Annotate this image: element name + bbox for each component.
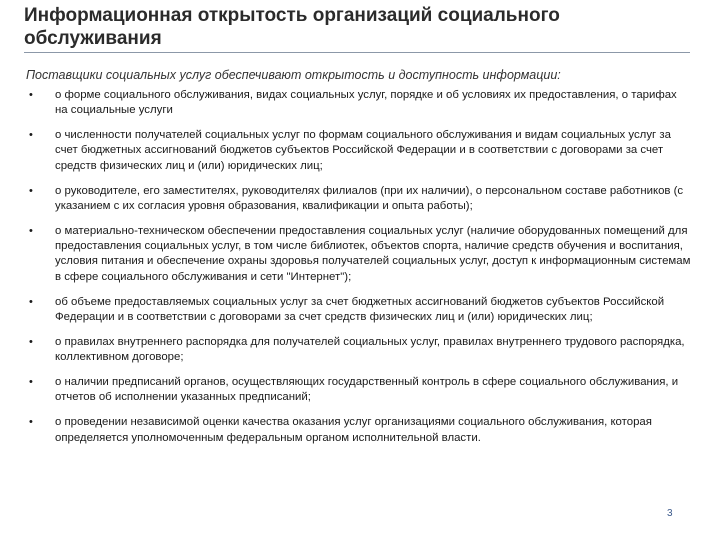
bullet-marker: •	[29, 184, 33, 197]
bullet-marker: •	[29, 295, 33, 308]
bullet-marker: •	[29, 89, 33, 101]
bullet-list	[24, 88, 692, 455]
list-item-text: о наличии предписаний органов, осуществляющих государственный контроль в сфере социального обслуживания, и отчетов об исполнении указанных предписаний;	[55, 376, 679, 404]
list-item	[24, 184, 692, 215]
bullet-marker: •	[29, 376, 33, 389]
list-item-text: о форме социального обслуживания, видах социальных услуг, порядке и об условиях их предоставления, о тарифах на социальные услуги	[55, 89, 677, 117]
list-item-text: о материально-техническом обеспечении предоставления социальных услуг (наличие оборудованных помещений для предоставления социальных услуг, в том числе библиотек, объектов спорта, наличие средств обучения и воспитания, условия питания и обеспечение охраны здоровья получателей социальных услуг, доступ к информационным системам в сфере социального обслуживания и сети "Интернет");	[55, 224, 691, 283]
list-item	[24, 88, 692, 119]
title-divider	[24, 52, 690, 53]
list-item	[24, 224, 692, 285]
list-item	[24, 415, 692, 446]
list-item	[24, 375, 692, 406]
list-item-text: о численности получателей социальных услуг по формам социального обслуживания и видам социальных услуг за счет бюджетных ассигнований бюджетов субъектов Российской Федерации и в соответствии с договорами за счет средств физических лиц и (или) юридических лиц;	[55, 129, 671, 172]
bullet-marker: •	[29, 224, 33, 237]
list-item	[24, 335, 692, 366]
slide-title: Информационная открытость организаций социального обслуживания	[24, 5, 560, 49]
bullet-marker: •	[29, 335, 33, 348]
bullet-marker: •	[29, 416, 33, 429]
page-number: 3	[667, 508, 673, 519]
list-item	[24, 128, 692, 174]
bullet-marker: •	[29, 129, 33, 142]
list-item-text: о проведении независимой оценки качества оказания услуг организациями социального обслуживания, которая определяется уполномоченным федеральным органом исполнительной власти.	[55, 416, 652, 444]
list-item-text: о правилах внутреннего распорядка для получателей социальных услуг, правилах внутреннего трудового распорядка, коллективном договоре;	[55, 335, 685, 364]
list-item	[24, 295, 692, 326]
lead-paragraph: Поставщики социальных услуг обеспечивают открытость и доступность информации:	[26, 68, 561, 82]
list-item-text: о руководителе, его заместителях, руководителях филиалов (при их наличии), о персональном составе работников (с указанием с их согласия уровня образования, квалификации и опыта работы);	[55, 184, 684, 212]
list-item-text: об объеме предоставляемых социальных услуг за счет бюджетных ассигнований бюджетов субъектов Российской Федерации и в соответствии с договорами за счет средств физических лиц и (или) юридических лиц;	[55, 295, 665, 323]
